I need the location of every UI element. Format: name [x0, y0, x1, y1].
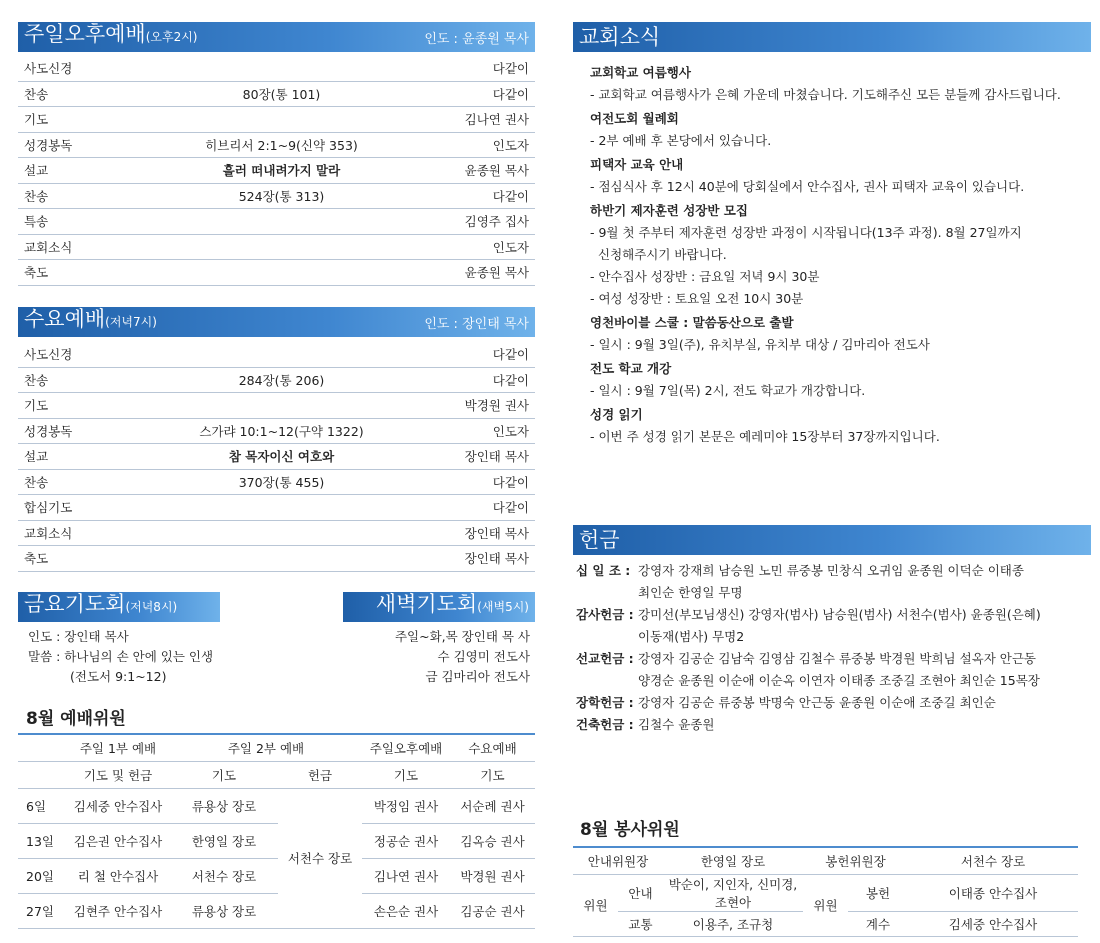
news-item-title: 여전도회 월례회 [590, 111, 679, 126]
order-item: 찬송 [24, 372, 49, 388]
order-person: 다같이 [492, 86, 529, 102]
order-row [18, 184, 535, 210]
offering-label: 건축헌금 : [576, 717, 634, 732]
order-item: 특송 [24, 214, 49, 230]
news-item-title: 전도 학교 개강 [590, 361, 672, 376]
order-person: 인도자 [492, 239, 529, 255]
wednesday-leader: 인도 : 장인태 목사 [424, 317, 529, 332]
col-head-second: 주일 2부 예배 [170, 734, 362, 761]
wed-service-cell: 김공순 권사 [450, 893, 535, 928]
offering-names: 이동재(범사) 무명2 [638, 629, 745, 644]
news-item-line: - 여성 성장반 : 토요일 오전 10시 30분 [590, 291, 804, 306]
member-label-right: 위원 [803, 874, 848, 936]
order-person: 장인태 목사 [464, 525, 529, 541]
order-row [18, 546, 535, 572]
second-service-offering: 서천수 장로 [278, 788, 362, 928]
offering-row [576, 560, 1091, 582]
friday-ref: (전도서 9:1~12) [70, 669, 167, 684]
order-row [18, 107, 535, 133]
offering-names: 강영자 김공순 김남숙 김영삼 김철수 류중봉 박경원 박희님 설옥자 안근동 [638, 651, 1037, 666]
sunday-pm-order [18, 56, 535, 286]
first-service-cell: 리 철 안수집사 [66, 858, 170, 893]
order-person: 김나연 권사 [464, 112, 529, 128]
offering-row [576, 626, 1091, 648]
guide-head-label: 안내위원장 [573, 847, 663, 874]
offering-names: 강영자 강재희 남승원 노민 류중봉 민창식 오귀임 윤종원 이덕순 이태종 [638, 563, 1024, 578]
dawn-info [300, 627, 530, 687]
order-row [18, 158, 535, 184]
order-row [18, 56, 535, 82]
order-item: 교회소식 [24, 525, 73, 541]
second-service-cell: 한영일 장로 [170, 823, 278, 858]
sub-head-prayer-wed: 기도 [450, 761, 535, 788]
offering-names: 최인순 한영일 무명 [638, 585, 743, 600]
news-item-title: 성경 읽기 [590, 407, 643, 422]
order-item: 합심기도 [24, 500, 73, 516]
traffic-names: 이용주, 조규청 [663, 911, 803, 936]
offering-title: 헌금 [579, 528, 620, 552]
offering-row [576, 714, 1091, 736]
offering-header [573, 525, 1091, 555]
offering-list [576, 560, 1091, 736]
order-item: 설교 [24, 449, 49, 465]
dawn-line-2: 수 김영미 전도사 [437, 649, 530, 664]
member-label-left: 위원 [573, 874, 618, 936]
order-person: 장인태 목사 [464, 449, 529, 465]
order-item: 찬송 [24, 188, 49, 204]
pm-service-cell: 정공순 권사 [362, 823, 450, 858]
offering-label: 장학헌금 : [576, 695, 634, 710]
offering-names: 강미선(부모님생신) 강영자(범사) 남승원(범사) 서천수(범사) 윤종원(은혜) [638, 607, 1041, 622]
order-content: 스가랴 10:1~12(구약 1322) [199, 423, 364, 439]
offering-row [576, 648, 1091, 670]
friday-info [28, 627, 288, 687]
offering-row [576, 692, 1091, 714]
date-cell: 20일 [18, 858, 66, 893]
order-item: 축도 [24, 551, 49, 567]
news-item-line: 신청해주시기 바랍니다. [598, 247, 727, 262]
order-content: 524장(통 313) [238, 188, 325, 204]
sub-head-prayer-offering: 기도 및 헌금 [66, 761, 170, 788]
wednesday-header [18, 307, 535, 337]
sub-head-prayer-pm: 기도 [362, 761, 450, 788]
wed-service-cell: 서순례 권사 [450, 788, 535, 823]
count-label: 계수 [848, 911, 908, 936]
order-item: 찬송 [24, 474, 49, 490]
order-row [18, 419, 535, 445]
order-row [18, 209, 535, 235]
dawn-line-1: 주일~화,목 장인태 목 사 [394, 629, 530, 644]
order-item: 교회소식 [24, 239, 73, 255]
pm-service-cell: 김나연 권사 [362, 858, 450, 893]
date-cell: 6일 [18, 788, 66, 823]
offer-head-name: 서천수 장로 [908, 847, 1078, 874]
friday-lead: 인도 : 장인태 목사 [28, 629, 129, 644]
pm-service-cell: 손은순 권사 [362, 893, 450, 928]
news-item-title: 교회학교 여름행사 [590, 65, 691, 80]
news-item-line: - 점심식사 후 12시 40분에 당회실에서 안수집사, 권사 피택자 교육이 있습니다. [590, 179, 1025, 194]
second-service-cell: 서천수 장로 [170, 858, 278, 893]
pm-service-cell: 박정임 권사 [362, 788, 450, 823]
order-person: 김영주 집사 [464, 214, 529, 230]
worship-committee-heading: 8월 예배위원 [26, 709, 126, 729]
offer-label: 봉헌 [848, 874, 908, 911]
order-person: 다같이 [492, 500, 529, 516]
order-person: 박경원 권사 [464, 398, 529, 414]
order-person: 다같이 [492, 372, 529, 388]
order-content: 284장(통 206) [238, 372, 325, 388]
sunday-pm-leader: 인도 : 윤종원 목사 [424, 32, 529, 47]
news-item-line: - 일시 : 9월 3일(주), 유치부실, 유치부 대상 / 김마리아 전도사 [590, 337, 930, 352]
wed-service-cell: 박경원 권사 [450, 858, 535, 893]
news-title: 교회소식 [579, 25, 661, 49]
order-row [18, 368, 535, 394]
news-item-title: 피택자 교육 안내 [590, 157, 684, 172]
col-head-first: 주일 1부 예배 [66, 734, 170, 761]
order-item: 성경봉독 [24, 137, 73, 153]
dawn-title: 새벽기도회(새벽5시) [375, 592, 529, 616]
offering-row [576, 670, 1091, 692]
first-service-cell: 김현주 안수집사 [66, 893, 170, 928]
second-service-cell: 류용상 장로 [170, 893, 278, 928]
order-person: 장인태 목사 [464, 551, 529, 567]
guide-names: 박순이, 지인자, 신미경, 조현아 [663, 874, 803, 911]
order-row [18, 342, 535, 368]
news-header [573, 22, 1091, 52]
offer-name: 이태종 안수집사 [908, 874, 1078, 911]
friday-message: 말씀 : 하나님의 손 안에 있는 인생 [28, 649, 214, 664]
date-cell: 27일 [18, 893, 66, 928]
worship-committee-table [18, 733, 535, 929]
offering-names: 김철수 윤종원 [638, 717, 715, 732]
order-item: 찬송 [24, 86, 49, 102]
sub-head-offering-2: 헌금 [278, 761, 362, 788]
first-service-cell: 김은권 안수집사 [66, 823, 170, 858]
offering-label: 감사헌금 : [576, 607, 634, 622]
dawn-line-3: 금 김마리아 전도사 [425, 669, 530, 684]
order-item: 설교 [24, 163, 49, 179]
sunday-pm-header [18, 22, 535, 52]
order-item: 기도 [24, 398, 49, 414]
order-person: 윤종원 목사 [464, 163, 529, 179]
order-row [18, 393, 535, 419]
wed-service-cell: 김옥승 권사 [450, 823, 535, 858]
offering-label [576, 582, 638, 604]
offering-names: 강영자 김공순 류중봉 박명숙 안근동 윤종원 이순애 조중길 최인순 [638, 695, 996, 710]
order-item: 사도신경 [24, 61, 73, 77]
news-list [590, 62, 1095, 450]
wednesday-order [18, 342, 535, 572]
order-person: 다같이 [492, 474, 529, 490]
guide-label: 안내 [618, 874, 663, 911]
order-item: 성경봉독 [24, 423, 73, 439]
order-row [18, 444, 535, 470]
offering-row [576, 604, 1091, 626]
dawn-header [343, 592, 535, 622]
order-person: 윤종원 목사 [464, 265, 529, 281]
offering-label: 십 일 조 : [576, 563, 631, 578]
order-row [18, 495, 535, 521]
guide-head-name: 한영일 장로 [663, 847, 803, 874]
order-content: 참 목자이신 여호와 [228, 449, 335, 465]
service-committee-heading: 8월 봉사위원 [580, 820, 680, 840]
order-content: 80장(통 101) [242, 86, 321, 102]
order-row [18, 521, 535, 547]
news-item-line: - 9월 첫 주부터 제자훈련 성장반 과정이 시작됩니다(13주 과정). 8월 27일까지 [590, 225, 1022, 240]
order-row [18, 470, 535, 496]
order-content: 370장(통 455) [238, 474, 325, 490]
order-person: 인도자 [492, 423, 529, 439]
wednesday-title: 수요예배(저녁7시) [24, 307, 157, 331]
order-person: 다같이 [492, 347, 529, 363]
news-item-line: - 안수집사 성장반 : 금요일 저녁 9시 30분 [590, 269, 820, 284]
order-row [18, 260, 535, 286]
offer-head-label: 봉헌위원장 [803, 847, 908, 874]
news-item-line: - 일시 : 9월 7일(목) 2시, 전도 학교가 개강합니다. [590, 383, 866, 398]
order-row [18, 133, 535, 159]
order-person: 다같이 [492, 61, 529, 77]
traffic-label: 교통 [618, 911, 663, 936]
sunday-pm-title: 주일오후예배(오후2시) [24, 22, 198, 46]
news-item-line: - 이번 주 성경 읽기 본문은 예레미야 15장부터 37장까지입니다. [590, 429, 940, 444]
offering-label [576, 626, 638, 648]
sub-head-prayer-2: 기도 [170, 761, 278, 788]
friday-header [18, 592, 220, 622]
order-row [18, 235, 535, 261]
order-content: 히브리서 2:1~9(신약 353) [205, 137, 358, 153]
offering-label: 선교헌금 : [576, 651, 634, 666]
news-item-title: 하반기 제자훈련 성장반 모집 [590, 203, 748, 218]
news-item-title: 영천바이블 스쿨 : 말씀동산으로 출발 [590, 315, 794, 330]
second-service-cell: 류용상 장로 [170, 788, 278, 823]
col-head-wed: 수요예배 [450, 734, 535, 761]
order-content: 흘러 떠내려가지 말라 [222, 163, 341, 179]
offering-names: 양경순 윤종원 이순애 이순옥 이연자 이태종 조중길 조현아 최인순 15목장 [638, 673, 1040, 688]
news-item-line: - 2부 예배 후 본당에서 있습니다. [590, 133, 772, 148]
order-row [18, 82, 535, 108]
offering-row [576, 582, 1091, 604]
news-gap [590, 448, 1095, 450]
order-item: 사도신경 [24, 347, 73, 363]
order-person: 다같이 [492, 188, 529, 204]
news-item-line: - 교회학교 여름행사가 은혜 가운데 마쳤습니다. 기도해주신 모든 분들께 감사드립니다. [590, 87, 1061, 102]
order-item: 축도 [24, 265, 49, 281]
order-person: 인도자 [492, 137, 529, 153]
date-cell: 13일 [18, 823, 66, 858]
first-service-cell: 김세중 안수집사 [66, 788, 170, 823]
col-head-pm: 주일오후예배 [362, 734, 450, 761]
service-committee-table [573, 846, 1078, 937]
order-item: 기도 [24, 112, 49, 128]
count-name: 김세중 안수집사 [908, 911, 1078, 936]
friday-title: 금요기도회(저녁8시) [24, 592, 178, 616]
offering-label [576, 670, 638, 692]
